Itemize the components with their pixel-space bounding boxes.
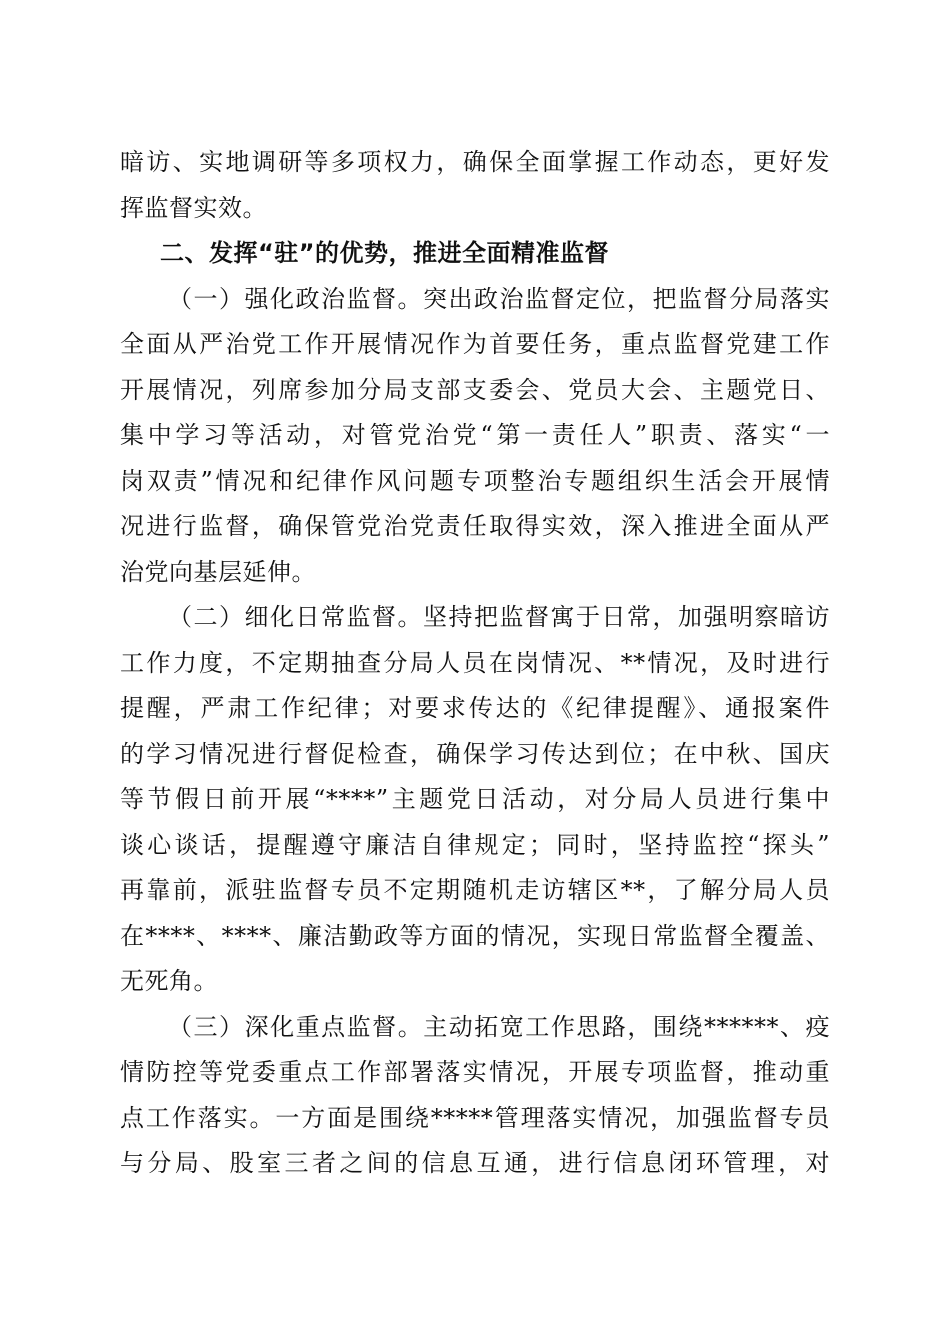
text-line: 与分局、股室三者之间的信息互通，进行信息闭环管理，对 bbox=[120, 1149, 830, 1177]
text-line: 治党向基层延伸。 bbox=[120, 557, 316, 586]
text-line: 提醒，严肃工作纪律；对要求传达的《纪律提醒》、通报案件 bbox=[120, 694, 830, 722]
text-line: 集中学习等活动，对管党治党“第一责任人”职责、落实“一 bbox=[120, 421, 830, 449]
paragraph-first-line: （二）细化日常监督。坚持把监督寓于日常，加强明察暗访 bbox=[168, 603, 830, 631]
paragraph-first-line: （一）强化政治监督。突出政治监督定位，把监督分局落实 bbox=[168, 284, 830, 313]
text-line: 再靠前，派驻监督专员不定期随机走访辖区**，了解分局人员 bbox=[120, 876, 830, 904]
text-line: 暗访、实地调研等多项权力，确保全面掌握工作动态，更好发 bbox=[120, 148, 830, 176]
paragraph-first-line: （三）深化重点监督。主动拓宽工作思路，围绕******、疫 bbox=[168, 1012, 830, 1041]
text-line: 无死角。 bbox=[120, 967, 218, 995]
text-line: 岗双责”情况和纪律作风问题专项整治专题组织生活会开展情 bbox=[120, 466, 830, 495]
text-line: 的学习情况进行督促检查，确保学习传达到位；在中秋、国庆 bbox=[120, 739, 830, 768]
text-line: 挥监督实效。 bbox=[120, 193, 267, 222]
document-body bbox=[120, 140, 830, 1187]
text-line: 开展情况，列席参加分局支部支委会、党员大会、主题党日、 bbox=[120, 375, 830, 404]
section-heading: 二、发挥“驻”的优势，推进全面精准监督 bbox=[160, 239, 610, 267]
text-line: 在****、****、廉洁勤政等方面的情况，实现日常监督全覆盖、 bbox=[120, 921, 830, 950]
text-line: 全面从严治党工作开展情况作为首要任务，重点监督党建工作 bbox=[120, 330, 830, 358]
text-line: 况进行监督，确保管党治党责任取得实效，深入推进全面从严 bbox=[120, 512, 830, 540]
text-line: 谈心谈话，提醒遵守廉洁自律规定；同时，坚持监控“探头” bbox=[120, 830, 830, 859]
text-line: 点工作落实。一方面是围绕*****管理落实情况，加强监督专员 bbox=[120, 1103, 830, 1132]
text-line: 情防控等党委重点工作部署落实情况，开展专项监督，推动重 bbox=[120, 1058, 830, 1086]
text-line: 工作力度，不定期抽查分局人员在岗情况、**情况，及时进行 bbox=[120, 648, 830, 677]
text-line: 等节假日前开展“****”主题党日活动，对分局人员进行集中 bbox=[120, 785, 830, 813]
